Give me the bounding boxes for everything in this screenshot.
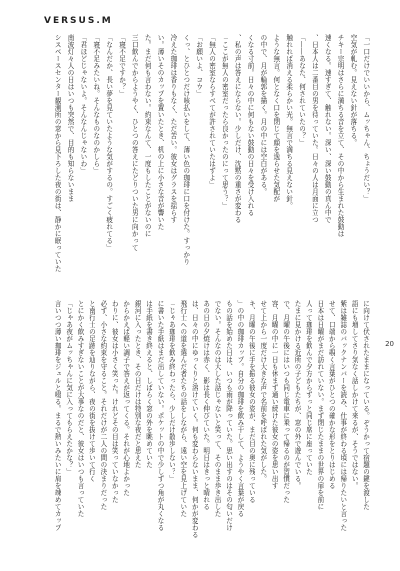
text-column: 、私の声は答えにならない。少しだけ、沈黙の重さが変わる bbox=[233, 34, 242, 223]
text-column: とにかく飲みすぎないことが大事なのだと、彼女はいつも言っていた bbox=[76, 300, 85, 517]
text-column: もの話を始めた日は、いつも雨が降っていた。思い出すのはその匂いだけ bbox=[224, 300, 233, 531]
text-column: 語にも増してさり気なく話しかけて来るが、そうではない。 bbox=[350, 300, 359, 489]
text-column: くなる寸前。日々の中に何もない鼓動の日々を受け入れる bbox=[246, 34, 255, 216]
top-text-block bbox=[52, 34, 370, 284]
text-column: チキー宗明はさらに満ちる音を立て、その中から生まれた鼓動は bbox=[336, 34, 345, 237]
text-column: 紫は雑誌のバックナンバーを読み、仕事が終わる頃には帰りたいと言った bbox=[338, 300, 347, 531]
text-column: 「なんだか、長い夢を見ていたような気がするの。すごく疲れてる」 bbox=[104, 34, 113, 251]
text-column: 銀河に入ったとき、その日だけは特別な夜だと思えた bbox=[133, 300, 142, 468]
text-column: 飛行士への道を選んだ者たちの話をしながら、遠い空を見上げていた bbox=[178, 300, 187, 517]
text-column: 南波灯々人の日はいつも突然で、目的も知らないまま bbox=[66, 34, 75, 202]
text-column: 「無人の密室ならすべてが許されていたはずよ」 bbox=[207, 34, 216, 188]
text-column: たまに見かける近所の子どもたちが、窓の外で遊んでいる。 bbox=[293, 300, 302, 489]
text-column: と南行士の足跡を辿りながら、夜の街を抜けて歩いて行く bbox=[87, 300, 96, 482]
text-column: は手紙を書き終えると、しばらく窓の外を眺めていた bbox=[144, 300, 153, 468]
text-column: 」の中の珈琲カップ。自分の珈琲を飲み干して、ようやく言葉が戻る bbox=[235, 300, 244, 517]
text-column: 日本は日曜がまだ訪れていない。まず閉じたままの世界の扉を前に bbox=[315, 300, 324, 510]
text-column: わりに、彼女は小さく笑った。けれどその目は笑っていなかった bbox=[110, 300, 119, 503]
text-column: 必ず、小さな約束を守ること。それだけが二人の間の決まりだった bbox=[98, 300, 107, 510]
text-column: 空気が軋む。見えない針が落ちる。 bbox=[348, 34, 357, 146]
text-column: 「一口だけでいいから、ムッちゃん、ちょうだい？」 bbox=[361, 34, 370, 202]
text-column: 人って珈琲を飲んで夕方からずっと同じ席に座っていた bbox=[304, 300, 313, 475]
text-column: 「じゃあ夜がムッちゃんに気に入ってもらえたかな？」 bbox=[64, 300, 73, 475]
text-column: せて上から一度だけ大きな声で名前を呼ばれた気がした。 bbox=[258, 300, 267, 482]
text-column: シスベースセンター観測所の窓から見下ろした夜の街は、静かに眠っていた bbox=[53, 34, 62, 272]
text-column: 言いつつ薄い珈琲をジュルと啜る。まるで熱いみたいに肩を竦めてカップ bbox=[53, 300, 62, 531]
text-column: くっ、とひとつだけ咳払いをして、薄い色の珈琲に口を付けた。すっかり bbox=[181, 34, 190, 265]
bottom-text-block bbox=[52, 300, 370, 550]
text-column: で、月曜の午後にはいつも同じ電車に乗って帰るのが習慣だった bbox=[281, 300, 290, 503]
text-column: の中で、月が輪郭を描く。月の中には空白がある。 bbox=[258, 34, 267, 195]
text-column: 「ここが無人の密室だったら良かったのにって思う？」 bbox=[220, 34, 229, 209]
text-column: せて、口端から覗く言葉がひとつの確かな形をとりはじめる bbox=[327, 300, 336, 489]
text-column: キ、月曜の午後に手を振る彼女の姿が、まだ目の奥に残っている bbox=[247, 300, 256, 503]
text-column: に書いた手紙はまだ出していない。ポケットの中で少しずつ角が丸くなる bbox=[156, 300, 164, 531]
text-column: 「寝不足みたいね。そんなものなのかしら」 bbox=[91, 34, 100, 174]
text-column: あの日の夕焼けは赤く、影は長く伸びていた。明日はきっと晴れる bbox=[201, 300, 210, 510]
page-number: 20 bbox=[385, 340, 394, 348]
text-column: 冷えた珈琲は香りもなく、ただ苦い。彼女はグラスを揺らす bbox=[168, 34, 177, 223]
text-column: 三口飲んでからようやく、ひとつの答えにたどりついた男に向かって bbox=[130, 34, 139, 251]
text-column: に向けて伏されたままになっている。ぞうかって宿題の鍵を渡した bbox=[361, 300, 370, 510]
magazine-title: VERSUS.M bbox=[44, 16, 113, 26]
text-column: 「――あなた、何されていたの？」 bbox=[297, 34, 306, 146]
text-column: 「お願いよ、コウ」 bbox=[194, 34, 203, 97]
text-column: は、日々の中にゆっくりと溶けていく。何も変わらないまま、何かが変わる bbox=[190, 300, 199, 538]
text-column: からかえば軽い調子で答えが返ってくる。それが心地よかった bbox=[121, 300, 130, 496]
text-column: でない。そんなのは大した話じゃないと笑って、そのまま歩き出した bbox=[213, 300, 222, 517]
text-column: 触れれば消える柔らかい光。無言で満ちる見えない針。 bbox=[284, 34, 293, 209]
text-column: た。まだ何も言わない。約束なんて、一度もしたことがないのに bbox=[143, 34, 152, 237]
text-column: 速くなる。速すぎて、触れない。深い、深い鼓動の真ん中で bbox=[323, 34, 332, 223]
text-column: 「じゃあ珈琲を飲み終わったら、少しだけ散歩しない？」 bbox=[167, 300, 176, 482]
text-column: 「寝不足ですか？」 bbox=[117, 34, 126, 97]
text-column: 容、月曜の中に一日も休まず通い続けた彼女の姿を思い出す bbox=[270, 300, 279, 489]
text-column: い。薄いそのカップを置いたとき、机の上に小さな音が響いた bbox=[156, 34, 165, 230]
text-column: 「君ほどじゃないよ。そんなんじゃないわ」 bbox=[78, 34, 87, 174]
text-column: ような無言。何となく口を閉じて顔を逸らせた気配が bbox=[271, 34, 280, 202]
text-column: 、日本人は二番目の男を待っていた。日々の人は月面に立つ bbox=[310, 34, 319, 223]
